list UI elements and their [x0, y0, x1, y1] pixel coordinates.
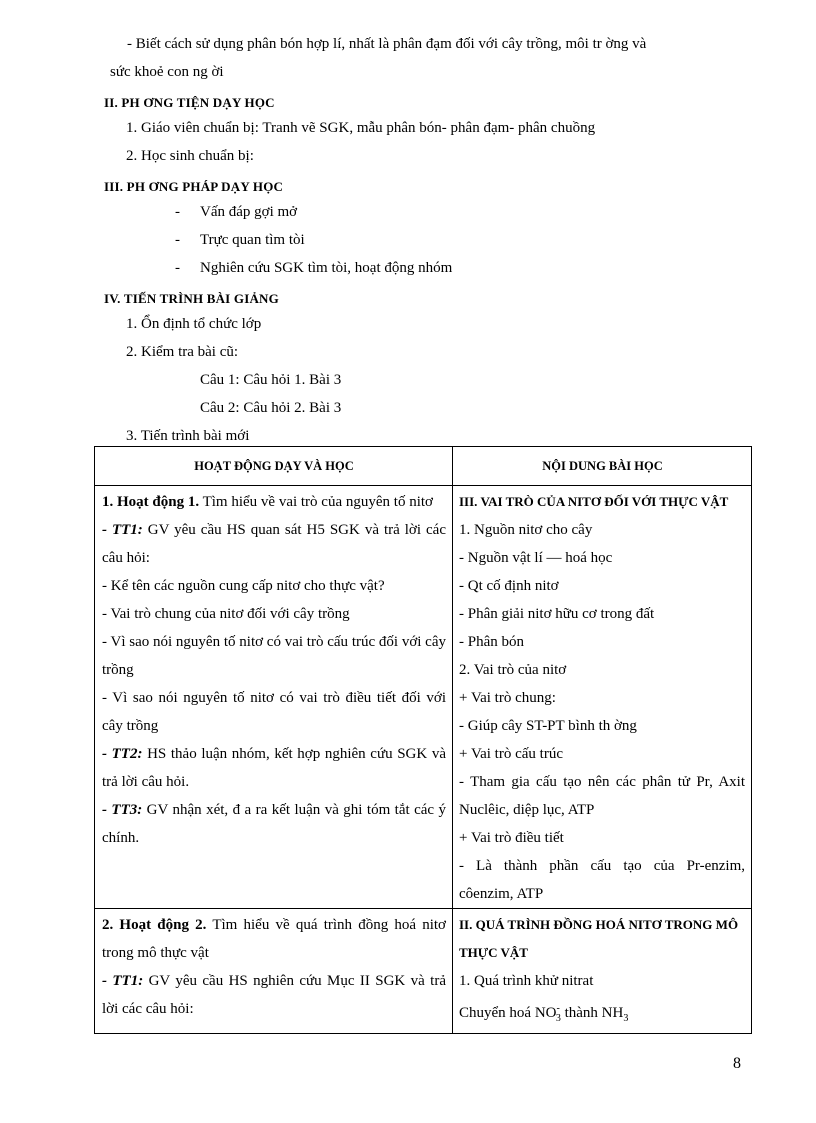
check-question-2: Câu 2: Câu hỏi 2. Bài 3 [200, 400, 342, 416]
content-1-line: - Tham gia cấu tạo nên các phân tử Pr, Axit Nuclêic, diệp lục, ATP [459, 774, 745, 818]
col-header-activities: HOẠT ĐỘNG DẠY VÀ HỌC [95, 447, 453, 486]
activity-2-cell [95, 909, 453, 1034]
check-question-1: Câu 1: Câu hỏi 1. Bài 3 [200, 372, 342, 388]
method-item-1: Vấn đáp gợi mở [200, 204, 298, 220]
activity-1-question-a: - Kể tên các nguồn cung cấp nitơ cho thực vật? [102, 578, 385, 594]
section-4-item-1: 1. Ổn định tổ chức lớp [126, 316, 262, 332]
activity-1-question-b: - Vai trò chung của nitơ đối với cây trồng [102, 606, 350, 622]
bullet-1: - [175, 204, 180, 220]
intro-line-1: - Biết cách sử dụng phân bón hợp lí, nhất là phân đạm đối với cây trồng, môi tr ờng và [127, 36, 647, 52]
content-1-line: + Vai trò điều tiết [459, 830, 564, 846]
table-header-row [95, 447, 752, 486]
section-4-item-2: 2. Kiểm tra bài cũ: [126, 344, 239, 360]
content-1-line: + Vai trò cấu trúc [459, 746, 563, 762]
table-row [95, 909, 752, 1034]
content-1-line: 1. Nguồn nitơ cho cây [459, 522, 593, 538]
content-1-line: - Là thành phần cấu tạo của Pr-enzim, côenzim, ATP [459, 858, 745, 902]
activity-1-tt1: - TT1: GV yêu cầu HS quan sát H5 SGK và trả lời các câu hỏi: [102, 522, 446, 566]
bullet-3: - [175, 260, 180, 276]
content-1-line: - Giúp cây ST-PT bình th ờng [459, 718, 637, 734]
activity-1-tt2: - TT2: HS thảo luận nhóm, kết hợp nghiên cứu SGK và trả lời câu hỏi. [102, 746, 446, 790]
intro-line-2: sức khoẻ con ng ời [110, 64, 224, 80]
table-row [95, 486, 752, 909]
method-item-3: Nghiên cứu SGK tìm tòi, hoạt động nhóm [200, 260, 453, 276]
section-2-item-1: 1. Giáo viên chuẩn bị: Tranh vẽ SGK, mẫu phân bón- phân đạm- phân chuồng [126, 120, 596, 136]
page-number: 8 [733, 1055, 741, 1072]
content-1-line: + Vai trò chung: [459, 690, 556, 706]
content-1-line: - Qt cố định nitơ [459, 578, 559, 594]
content-1-title: III. VAI TRÒ CỦA NITƠ ĐỐI VỚI THỰC VẬT [459, 494, 729, 509]
activity-1-cell [95, 486, 453, 909]
section-4-heading: IV. TIẾN TRÌNH BÀI GIẢNG [104, 291, 279, 306]
content-1-line: - Phân bón [459, 634, 524, 650]
activity-1-question-d: - Vì sao nói nguyên tố nitơ có vai trò điều tiết đối với cây trồng [102, 690, 446, 734]
content-2-title: II. QUÁ TRÌNH ĐỒNG HOÁ NITƠ TRONG MÔ THỰC VẬT [459, 917, 739, 960]
lesson-table [94, 446, 752, 1034]
col-header-content: NỘI DUNG BÀI HỌC [453, 447, 752, 486]
section-2-heading: II. PH ƠNG TIỆN DẠY HỌC [104, 95, 275, 110]
content-2-cell [453, 909, 752, 1034]
bullet-2: - [175, 232, 180, 248]
method-item-2: Trực quan tìm tòi [200, 232, 305, 248]
section-3-heading: III. PH ƠNG PHÁP DẠY HỌC [104, 179, 284, 194]
activity-2-title: 2. Hoạt động 2. Tìm hiểu về quá trình đồng hoá nitơ trong mô thực vật [102, 917, 446, 961]
content-1-line: - Nguồn vật lí — hoá học [459, 550, 613, 566]
activity-1-tt3: - TT3: GV nhận xét, đ a ra kết luận và ghi tóm tắt các ý chính. [102, 802, 446, 846]
activity-1-title: 1. Hoạt động 1. Tìm hiểu về vai trò của nguyên tố nitơ [102, 494, 433, 510]
content-1-line: 2. Vai trò của nitơ [459, 662, 567, 678]
section-2-item-2: 2. Học sinh chuẩn bị: [126, 148, 254, 164]
content-2-line: 1. Quá trình khử nitrat [459, 973, 594, 989]
content-2-conversion: Chuyển hoá $NO^-_3$ thành $NH_3$ [459, 1003, 629, 1024]
section-4-item-3: 3. Tiến trình bài mới [126, 428, 250, 444]
activity-2-tt1: - TT1: GV yêu cầu HS nghiên cứu Mục II SGK và trả lời các câu hỏi: [102, 973, 446, 1017]
content-1-line: - Phân giải nitơ hữu cơ trong đất [459, 606, 655, 622]
activity-1-question-c: - Vì sao nói nguyên tố nitơ có vai trò cấu trúc đối với cây trồng [102, 634, 446, 678]
content-1-cell [453, 486, 752, 909]
